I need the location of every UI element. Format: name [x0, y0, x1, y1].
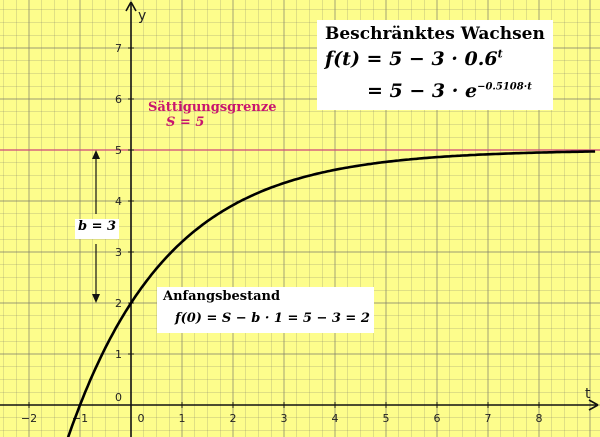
y-axis-label: y	[138, 8, 147, 24]
x-tick-label: 0	[137, 412, 145, 425]
function-formula-1	[325, 47, 503, 72]
x-tick-label: −2	[20, 412, 38, 425]
saturation-value: S = 5	[166, 115, 205, 130]
formula-2-base: = 5 − 3 · e	[367, 80, 478, 102]
function-box	[317, 20, 553, 110]
formula-1-exponent: t	[497, 47, 503, 61]
b-arrow-down-head	[92, 294, 100, 303]
x-tick-label: 6	[433, 412, 441, 425]
x-tick-label: 7	[484, 412, 492, 425]
x-tick-label: 2	[229, 412, 237, 425]
function-title: Beschränktes Wachsen	[325, 24, 545, 44]
initial-value-box	[157, 287, 374, 333]
x-axis-label: t	[585, 386, 591, 402]
y-tick-label: 4	[115, 195, 122, 208]
y-tick-label: 1	[115, 348, 122, 361]
initial-title: Anfangsbestand	[163, 289, 281, 304]
y-tick-label: 2	[115, 297, 122, 310]
saturation-label	[148, 100, 276, 130]
y-tick-label: 0	[115, 391, 122, 404]
x-tick-label: 5	[382, 412, 390, 425]
saturation-title: Sättigungsgrenze	[148, 100, 277, 115]
initial-formula: f(0) = S − b · 1 = 5 − 3 = 2	[175, 311, 370, 326]
y-tick-label: 5	[115, 144, 122, 157]
x-tick-label: 8	[535, 412, 543, 425]
b-arrow-up-head	[92, 150, 100, 159]
x-tick-label: 3	[280, 412, 288, 425]
function-formula-2	[367, 79, 532, 104]
y-tick-label: 6	[115, 93, 122, 106]
b-label-box	[75, 219, 119, 239]
y-tick-label: 7	[115, 42, 122, 55]
x-tick-label: 4	[331, 412, 339, 425]
y-tick-label: 3	[115, 246, 122, 259]
x-tick-label: 1	[178, 412, 186, 425]
x-tick-label: −1	[71, 412, 89, 425]
formula-2-exponent: −0.5108·t	[477, 81, 532, 93]
formula-1-base: f(t) = 5 − 3 · 0.6	[325, 48, 498, 70]
b-label: b = 3	[77, 219, 117, 234]
